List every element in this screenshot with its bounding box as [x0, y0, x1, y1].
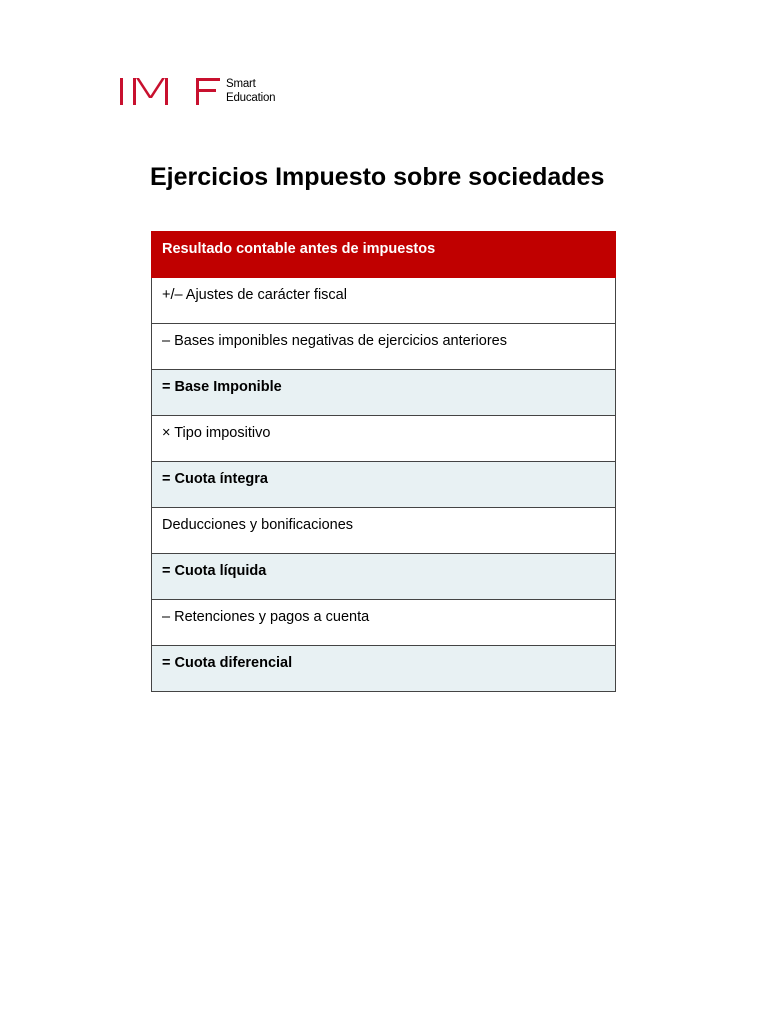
logo-tagline [226, 77, 275, 105]
table-row [152, 600, 616, 646]
logo-tagline-line2: Education [226, 92, 276, 104]
table-row [152, 278, 616, 324]
table-row [152, 646, 616, 692]
table-row [152, 324, 616, 370]
table-header-row [152, 232, 616, 278]
table-cell: = Cuota líquida [152, 554, 616, 600]
table-cell: × Tipo impositivo [152, 416, 616, 462]
table-cell: = Cuota íntegra [152, 462, 616, 508]
tax-calculation-table [151, 231, 616, 692]
table-cell: = Base Imponible [152, 370, 616, 416]
page-title: Ejercicios Impuesto sobre sociedades [150, 163, 605, 191]
table-row [152, 462, 616, 508]
table-cell: Deducciones y bonificaciones [152, 508, 616, 554]
table-row [152, 370, 616, 416]
table-cell: – Retenciones y pagos a cuenta [152, 600, 616, 646]
table-row [152, 508, 616, 554]
table-header-cell: Resultado contable antes de impuestos [152, 232, 616, 278]
table-row [152, 554, 616, 600]
imf-logo-mark [120, 76, 220, 106]
logo-tagline-line1: Smart [226, 78, 256, 90]
table-cell: +/– Ajustes de carácter fiscal [152, 278, 616, 324]
table-row [152, 416, 616, 462]
table-cell: = Cuota diferencial [152, 646, 616, 692]
table-cell: – Bases imponibles negativas de ejercicios anteriores [152, 324, 616, 370]
imf-logo [120, 76, 275, 106]
